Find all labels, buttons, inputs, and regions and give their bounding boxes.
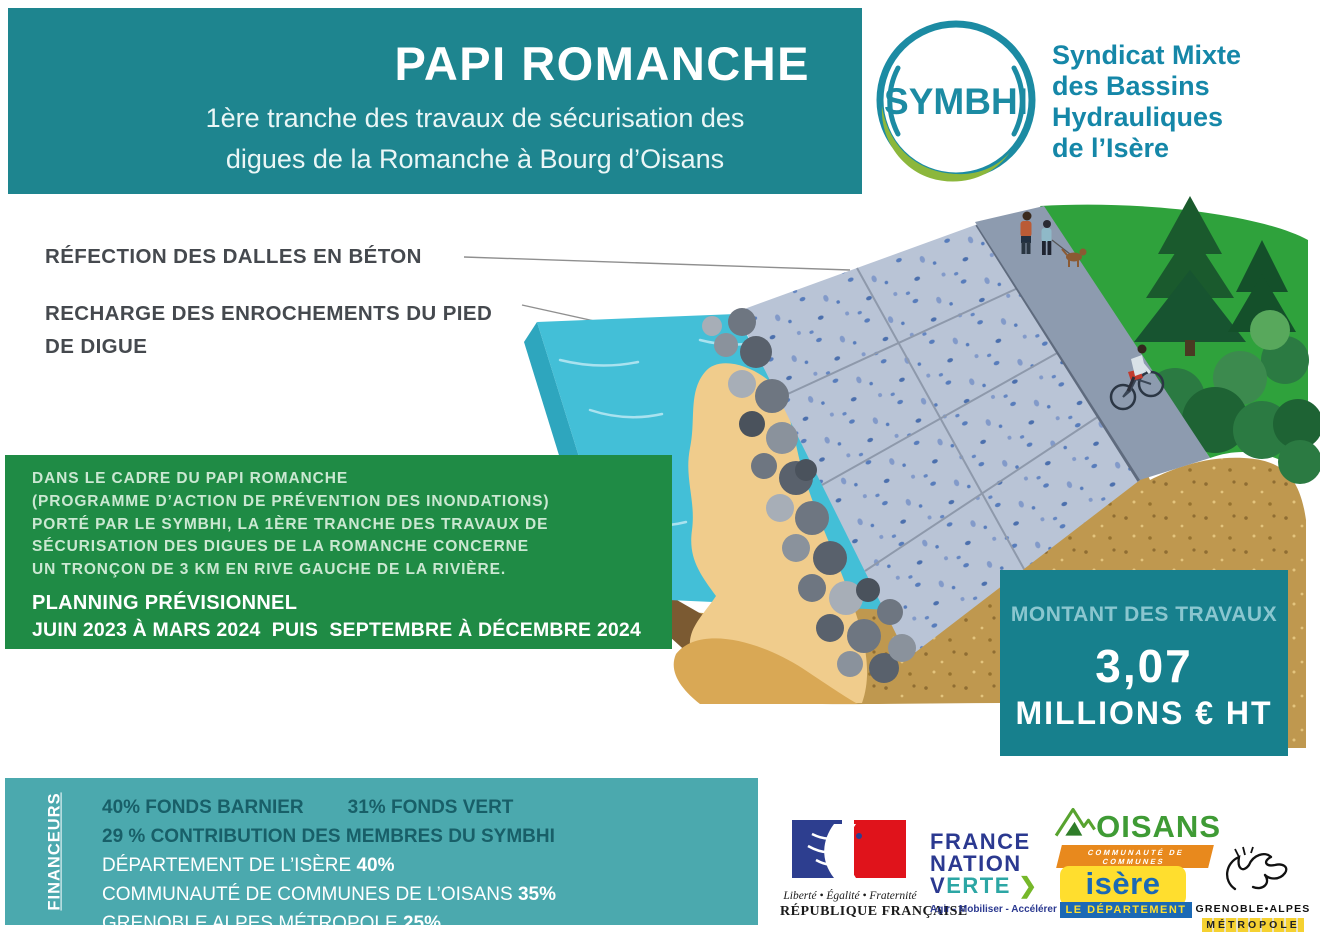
description-line: PORTÉ PAR LE SYMBHI, LA 1ÈRE TRANCHE DES TRAVAUX DE — [32, 515, 549, 533]
org-line: Syndicat Mixte — [1052, 40, 1242, 70]
header-banner — [8, 8, 862, 194]
subtitle-line-2: digues de la Romanche à Bourg d’Oisans — [225, 144, 725, 174]
description-line: (PROGRAMME D’ACTION DE PRÉVENTION DES INONDATIONS) — [32, 492, 550, 510]
annotation-line: DE DIGUE — [45, 335, 148, 358]
member-name: GRENOBLE ALPES MÉTROPOLE — [102, 913, 403, 933]
rf-motto: Liberté • Égalité • Fraternité — [783, 890, 917, 902]
financeurs-line-oisans — [102, 880, 556, 909]
gam-bird-sketch-icon — [1205, 845, 1301, 897]
org-line: des Bassins — [1052, 71, 1210, 101]
fnv-word-verte — [930, 875, 1055, 897]
financeurs-line-contribution: 29 % CONTRIBUTION DES MEMBRES DU SYMBHI — [102, 826, 555, 847]
symbhi-logo — [868, 14, 1044, 190]
financeurs-label-text: FINANCEURS — [45, 792, 64, 911]
org-line: Hydrauliques — [1052, 102, 1224, 132]
isere-departement-band: LE DÉPARTEMENT — [1060, 902, 1192, 918]
financeurs-line-metropole — [102, 909, 556, 933]
member-pct: 35% — [517, 884, 556, 905]
oisans-banner: COMMUNAUTÉ DE COMMUNES — [1056, 845, 1214, 868]
annotation-line: RECHARGE DES ENROCHEMENTS DU PIED — [45, 302, 493, 325]
description-line: DANS LE CADRE DU PAPI ROMANCHE — [32, 470, 349, 487]
financeurs-line-isere — [102, 851, 556, 880]
project-description-box — [5, 455, 672, 649]
oisans-mountain-icon — [1053, 800, 1096, 842]
fnv-word-france: FRANCE — [930, 829, 1031, 854]
symbhi-org-name — [1052, 40, 1241, 164]
financeurs-bar — [5, 778, 758, 933]
montant-heading: MONTANT DES TRAVAUX — [1010, 603, 1278, 626]
fonds-vert: 31% FONDS VERT — [347, 797, 514, 818]
oisans-name: OISANS — [1096, 809, 1221, 844]
symbhi-acronym: SYMBHI — [884, 81, 1028, 122]
republique-francaise-logo — [780, 820, 968, 920]
annotation-enrochements — [45, 297, 545, 363]
montant-amount: 3,07 — [1095, 640, 1193, 692]
isere-yellow-box — [1060, 866, 1186, 906]
isere-name: isère — [1085, 866, 1161, 901]
fnv-v: V — [930, 873, 947, 898]
member-pct: 40% — [356, 855, 395, 876]
gam-metropole-band: MÉTROPOLE — [1202, 918, 1304, 932]
description-paragraph — [32, 468, 652, 582]
description-line: UN TRONÇON DE 3 KM EN RIVE GAUCHE DE LA RIVIÈRE. — [32, 561, 507, 579]
financeurs-line-fonds — [102, 793, 556, 822]
fnv-tagline: Agir - Mobiliser - Accélérer — [930, 904, 1057, 915]
financeurs-lines — [102, 793, 556, 933]
montant-travaux-box — [1000, 570, 1288, 756]
grenoble-alpes-metropole-logo — [1192, 845, 1314, 933]
gam-name: GRENOBLE•ALPES — [1195, 903, 1311, 915]
fnv-erte: ERTE — [946, 873, 1011, 898]
annotation-dalles-beton: RÉFECTION DES DALLES EN BÉTON — [45, 245, 422, 268]
isere-logo — [1060, 866, 1192, 918]
france-nation-verte-logo — [930, 831, 1055, 915]
page-subtitle — [118, 98, 832, 180]
fonds-barnier: 40% FONDS BARNIER — [102, 797, 304, 818]
member-name: COMMUNAUTÉ DE COMMUNES DE L’OISANS — [102, 884, 518, 905]
planning-dates: JUIN 2023 À MARS 2024 PUIS SEPTEMBRE À DÉCEMBRE 2024 — [32, 618, 641, 641]
subtitle-line-1: 1ère tranche des travaux de sécurisation des — [205, 103, 745, 133]
planning-heading: PLANNING PRÉVISIONNEL — [32, 591, 298, 614]
french-flag-marianne-icon — [782, 820, 918, 882]
org-line: de l’Isère — [1052, 133, 1170, 163]
fnv-word-nation: NATION — [930, 851, 1022, 876]
page-title: PAPI ROMANCHE — [394, 37, 810, 90]
description-line: SÉCURISATION DES DIGUES DE LA ROMANCHE CONCERNE — [32, 538, 529, 556]
rf-name: RÉPUBLIQUE FRANÇAISE — [780, 904, 968, 919]
member-name: DÉPARTEMENT DE L’ISÈRE — [102, 855, 357, 876]
fnv-chevron-icon: ❯ — [1018, 873, 1039, 898]
member-pct: 25% — [402, 913, 441, 933]
financeurs-side-label — [25, 778, 85, 925]
montant-unit: MILLIONS € HT — [1015, 695, 1273, 731]
